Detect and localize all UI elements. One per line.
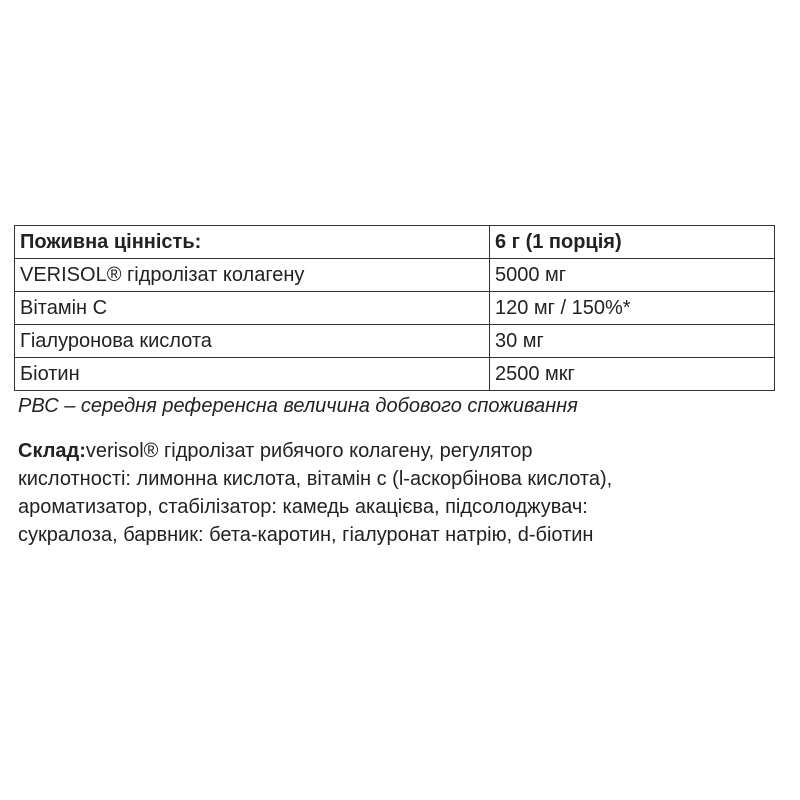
table-row xyxy=(15,358,775,391)
composition-line: кислотності: лимонна кислота, вітамін с (l-аскорбінова кислота), xyxy=(18,468,613,490)
nutrition-header-row xyxy=(15,226,775,259)
table-row xyxy=(15,292,775,325)
nutrition-table xyxy=(14,225,775,391)
nutrition-header-value: 6 г (1 порція) xyxy=(490,226,775,259)
ingredient-name: Вітамін С xyxy=(15,292,490,325)
composition-line: ароматизатор, стабілізатор: камедь акацієва, підсолоджувач: xyxy=(18,496,588,518)
composition-line xyxy=(18,437,793,465)
ingredient-amount: 30 мг xyxy=(490,325,775,358)
composition-line: сукралоза, барвник: бета-каротин, гіалуронат натрію, d-біотин xyxy=(18,524,594,546)
composition xyxy=(18,437,793,549)
ingredient-amount: 2500 мкг xyxy=(490,358,775,391)
composition-text: verisol® гідролізат рибячого колагену, регулятор xyxy=(85,440,533,462)
table-row xyxy=(15,259,775,292)
ingredient-name: VERISOL® гідролізат колагену xyxy=(15,259,490,292)
ingredient-amount: 5000 мг xyxy=(490,259,775,292)
ingredient-name: Гіалуронова кислота xyxy=(15,325,490,358)
composition-label: Склад: xyxy=(18,440,86,462)
footnote: РВС – середня референсна величина добового споживання xyxy=(18,395,578,417)
table-row xyxy=(15,325,775,358)
ingredient-name: Біотин xyxy=(15,358,490,391)
nutrition-header-label: Поживна цінність: xyxy=(15,226,490,259)
product-info xyxy=(14,225,794,549)
ingredient-amount: 120 мг / 150%* xyxy=(490,292,775,325)
